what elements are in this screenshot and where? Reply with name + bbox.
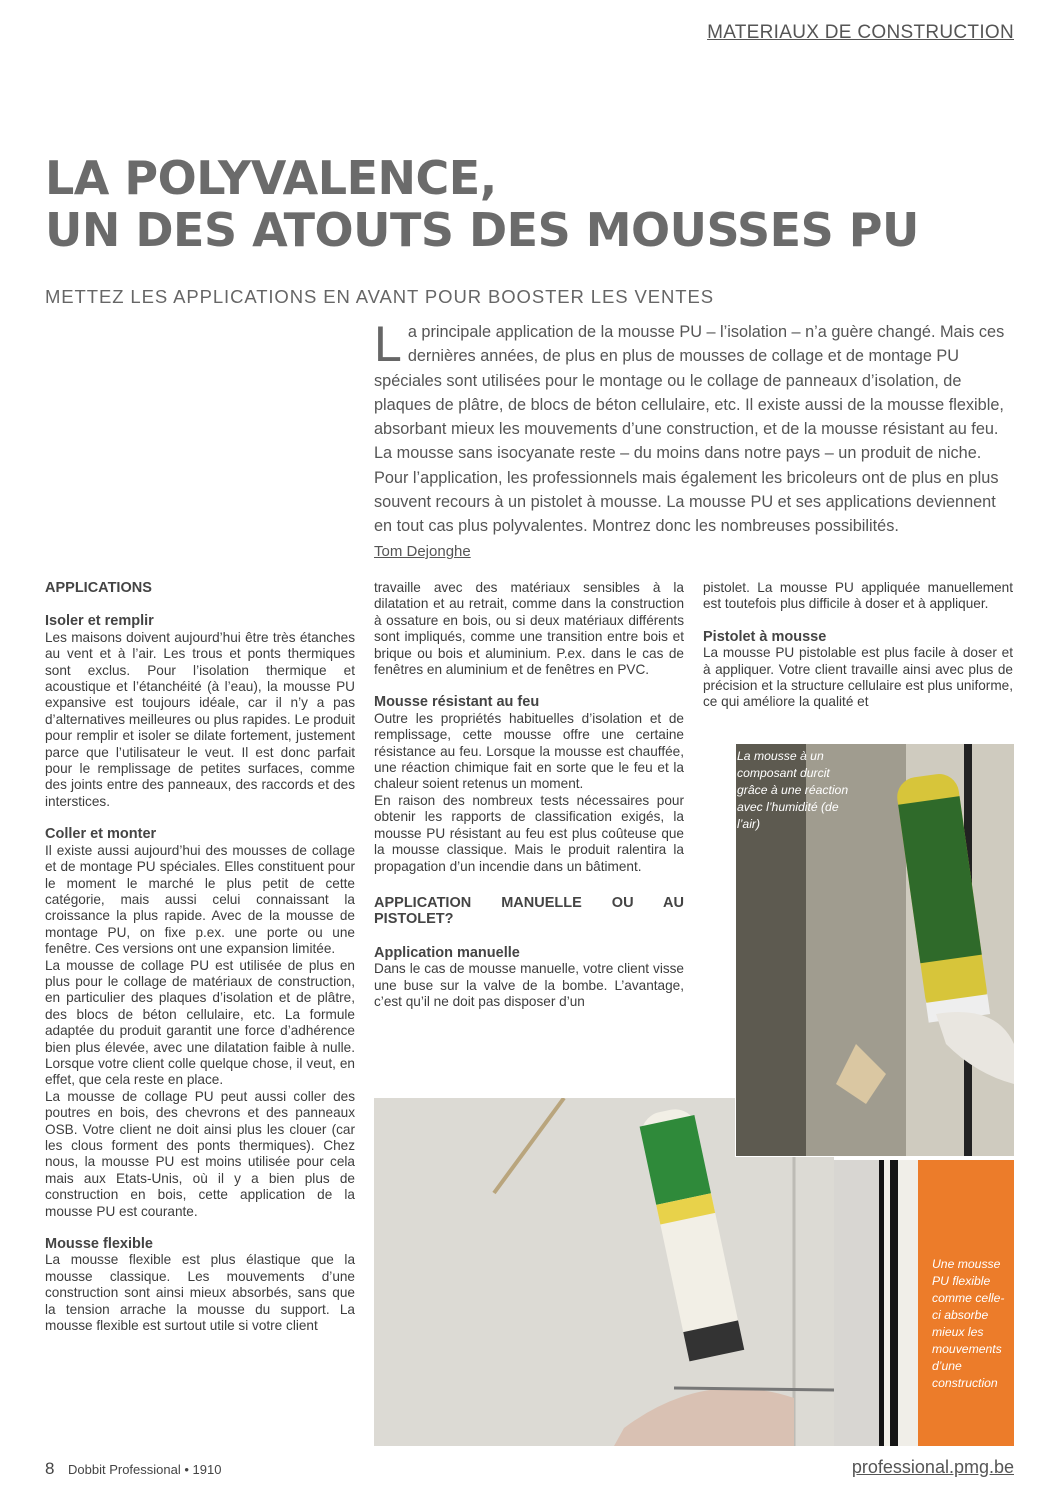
paragraph: Dans le cas de mousse manuelle, votre client visse une buse sur la valve de la bombe. L’avantage, c’est qu’il ne doit pas disposer d’un	[374, 961, 684, 1009]
paragraph: La mousse PU pistolable est plus facile à doser et à appliquer. Votre client travaille ainsi avec plus de précision et la structure cellulaire est plus uniforme, ce qui améliore la qualité et	[703, 645, 1013, 710]
caption-flexible-foam: Une mousse PU flexible comme celle-ci absorbe mieux les mouvements d’une construction	[932, 1257, 1005, 1390]
paragraph: Outre les propriétés habituelles d’isolation et de remplissage, cette mousse offre une certaine résistance au feu. Lorsque la mousse est chauffée, une réaction chimique fait en sorte que le feu et la chaleur soient retenus un moment.	[374, 710, 684, 792]
author-byline: Tom Dejonghe	[374, 543, 471, 560]
intro-paragraph	[374, 316, 1014, 539]
title-line-1: LA POLYVALENCE,	[45, 151, 497, 205]
paragraph: La mousse de collage PU est utilisée de plus en plus pour le collage de matériaux de construction, en particulier des plaques d’isolation et de plâtre, des blocs de béton cellulaire, etc. La formule adaptée du produit garantit une force d’adhérence bien plus élevée, avec une dilatation faible à nulle. Lorsque votre client colle quelque chose, il veut, en effet, que cela reste en place.	[45, 957, 355, 1088]
intro-text: a principale application de la mousse PU – l’isolation – n’a guère changé. Mais ces dernières années, de plus en plus de mousses de collage et de montage PU spéciales sont utilisées pour le montage ou le collage de panneaux d’isolation, de plaques de plâtre, de blocs de béton cellulaire, etc. Il existe aussi de la mousse flexible, absorbant mieux les mouvements d’une construction, et de la mousse résistant au feu. La mousse sans isocyanate reste – du moins dans notre pays – un produit de niche. Pour l’application, les professionnels mais également les bricoleurs ont de plus en plus souvent recours à un pistolet à mousse. La mousse PU et ses applications deviennent en tout cas plus polyvalentes. Montrez donc les nombreuses possibilités.	[374, 323, 1005, 536]
subheading-isoler: Isoler et remplir	[45, 613, 154, 630]
subheading-pistolet: Pistolet à mousse	[703, 628, 827, 645]
paragraph: La mousse de collage PU peut aussi coller des poutres en bois, des chevrons et des panneaux OSB. Votre client ne doit ainsi plus les clouer (car les clous forment des ponts thermiques). Chez nous, la mousse PU est moins utilisée pour cela mais aux Etats-Unis, où il y a bien plus de construction en bois, cette application de la mousse PU est courante.	[45, 1088, 355, 1219]
column-1	[45, 580, 355, 1334]
subheading-coller: Coller et monter	[45, 826, 157, 843]
title-line-2: UN DES ATOUTS DES MOUSSES PU	[45, 203, 919, 257]
article-subtitle: METTEZ LES APPLICATIONS EN AVANT POUR BOOSTER LES VENTES	[45, 286, 714, 307]
drop-cap: L	[374, 316, 402, 372]
paragraph: La mousse flexible est plus élastique que la mousse classique. Les mouvements d’une construction sont ainsi mieux absorbés, sans que la tension arrache la mousse du support. La mousse flexible est surtout utile si votre client	[45, 1252, 355, 1334]
paragraph: Les maisons doivent aujourd’hui être très étanches au vent et à l’air. Les trous et ponts thermiques sont exclus. Pour l’isolation thermique et acoustique et l’étanchéité (à l’eau), la mousse PU expansive est toujours idéale, car il n’y a pas d’alternatives meilleures ou plus rapides. Le produit pour remplir et isoler se dilate fortement, justement parce que l’utilisateur le veut. Il est donc parfait pour le remplissage de petites surfaces, comme des joints entre des panneaux, des raccords et des interstices.	[45, 629, 355, 809]
column-2	[374, 580, 684, 1010]
subheading-feu: Mousse résistant au feu	[374, 694, 540, 711]
paragraph: Il existe aussi aujourd’hui des mousses de collage et de montage PU spéciales. Elles constituent pour le moment le marché le plus petit de cette catégorie, mais aussi celui connaissant la croissance la plus rapide. Avec de la mousse de montage PU, on fixe p.ex. une porte ou une fenêtre. Ces versions ont une expansion limitée.	[45, 842, 355, 957]
page-number: 8	[45, 1459, 55, 1478]
section-title-applications: APPLICATIONS	[45, 580, 152, 596]
paragraph: En raison des nombreux tests nécessaires pour obtenir les rapports de classification exigés, la mousse PU résistant au feu est plus coûteuse que la mousse classique. Mais le produit ralentira la propagation d’un incendie dans un bâtiment.	[374, 792, 684, 874]
subheading-flexible: Mousse flexible	[45, 1236, 153, 1253]
subheading-manuelle: Application manuelle	[374, 944, 520, 961]
paragraph: travaille avec des matériaux sensibles à la dilatation et au retrait, comme dans la construction à ossature en bois, ou si deux matériaux différents sont impliqués, comme une transition entre bois et brique ou bois et aluminium. P.ex. dans le cas de fenêtres en aluminium et de fenêtres en PVC.	[374, 580, 684, 678]
magazine-issue: Dobbit Professional • 1910	[68, 1462, 222, 1477]
section-header: MATERIAUX DE CONSTRUCTION	[707, 22, 1014, 43]
article-title	[45, 152, 1005, 256]
column-3	[703, 580, 1013, 711]
section-title-application: APPLICATION MANUELLE OU AU PISTOLET?	[374, 894, 684, 928]
website-link[interactable]: professional.pmg.be	[851, 1457, 1014, 1477]
caption-foam-gun: La mousse à un composant durcit grâce à une réaction avec l’humidité (de l’air)	[737, 749, 849, 831]
paragraph: pistolet. La mousse PU appliquée manuellement est toutefois plus difficile à doser et à appliquer.	[703, 580, 1013, 612]
